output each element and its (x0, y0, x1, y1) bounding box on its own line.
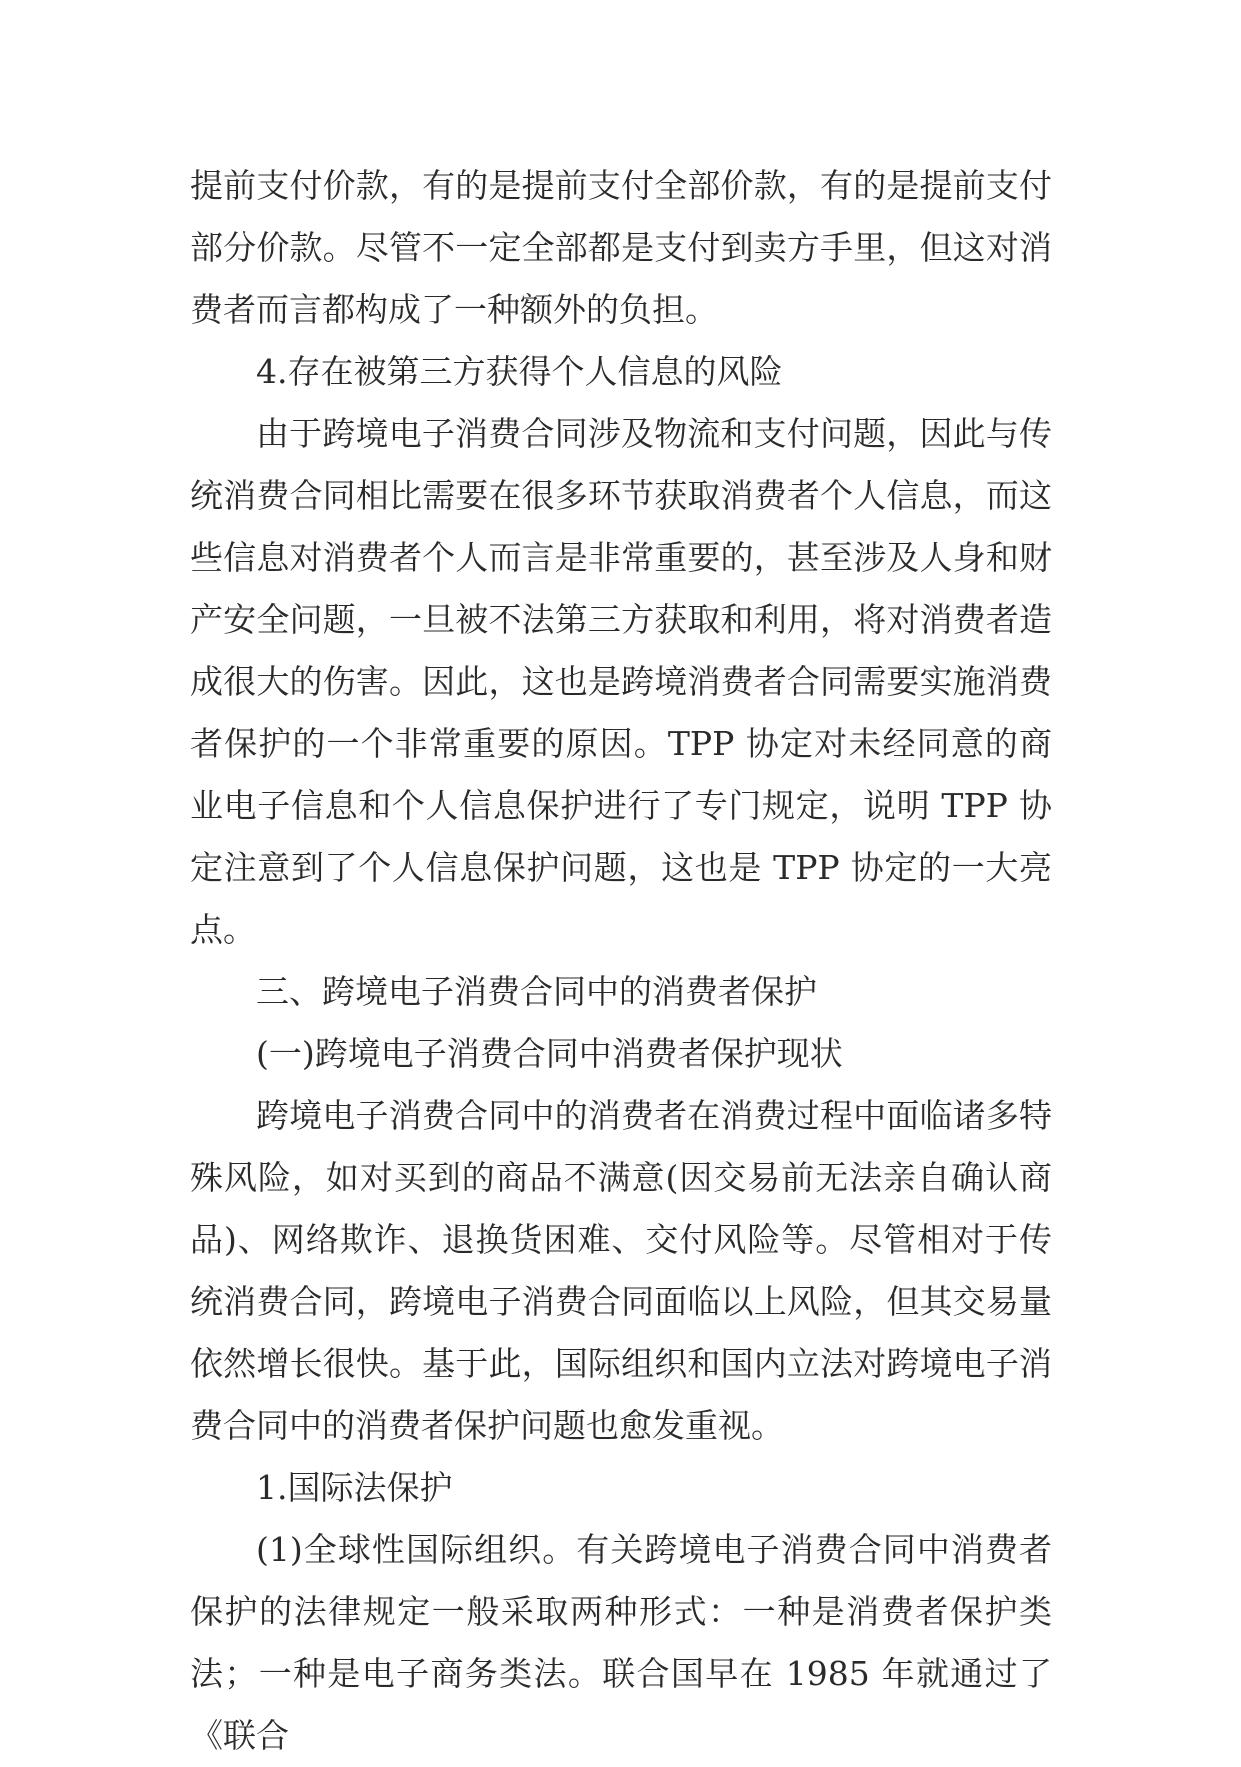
paragraph-special-risks: 跨境电子消费合同中的消费者在消费过程中面临诸多特殊风险，如对买到的商品不满意(因交易前无法亲自确认商品)、网络欺诈、退换货困难、交付风险等。尽管相对于传统消费合同，跨境电子消费合同面临以上风险，但其交易量依然增长很快。基于此，国际组织和国内立法对跨境电子消费合同中的消费者保护问题也愈发重视。 (190, 1096, 1052, 1445)
subsection-heading-status: (一)跨境电子消费合同中消费者保护现状 (256, 1034, 843, 1073)
section-heading-consumer-protection: 三、跨境电子消费合同中的消费者保护 (256, 972, 817, 1011)
document-body (190, 155, 1052, 1767)
heading-personal-info-risk: 4.存在被第三方获得个人信息的风险 (256, 352, 783, 391)
paragraph-global-organizations: (1)全球性国际组织。有关跨境电子消费合同中消费者保护的法律规定一般采取两种形式：一种是消费者保护类法；一种是电子商务类法。联合国早在 1985 年就通过了《联合 (190, 1530, 1052, 1755)
paragraph-continued-payment: 提前支付价款，有的是提前支付全部价款，有的是提前支付部分价款。尽管不一定全部都是支付到卖方手里，但这对消费者而言都构成了一种额外的负担。 (190, 166, 1052, 329)
heading-international-law: 1.国际法保护 (256, 1468, 453, 1507)
paragraph-personal-info: 由于跨境电子消费合同涉及物流和支付问题，因此与传统消费合同相比需要在很多环节获取消费者个人信息，而这些信息对消费者个人而言是非常重要的，甚至涉及人身和财产安全问题，一旦被不法第三方获取和利用，将对消费者造成很大的伤害。因此，这也是跨境消费者合同需要实施消费者保护的一个非常重要的原因。TPP 协定对未经同意的商业电子信息和个人信息保护进行了专门规定，说明 TPP 协定注意到了个人信息保护问题，这也是 TPP 协定的一大亮点。 (190, 414, 1052, 949)
